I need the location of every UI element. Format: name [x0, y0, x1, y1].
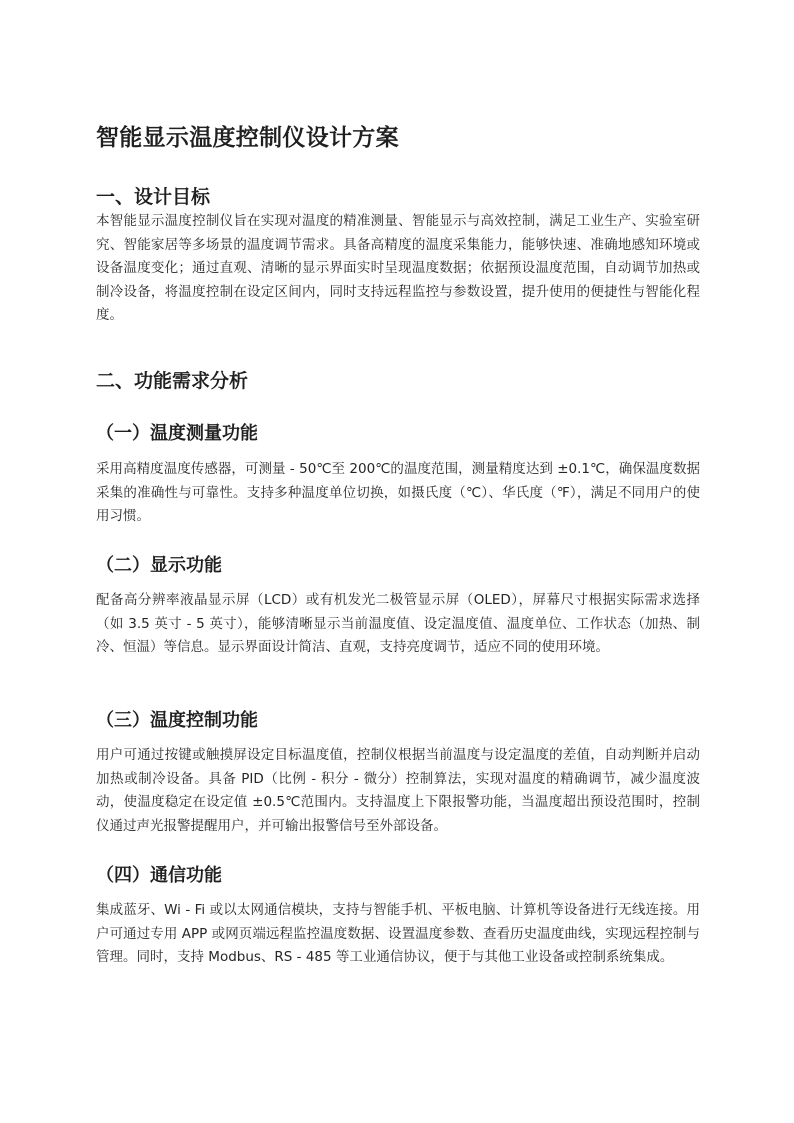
- document-title: 智能显示温度控制仪设计方案: [96, 125, 399, 151]
- section-heading-design-goals: 一、设计目标: [96, 186, 211, 208]
- subsection-heading-communication: （四）通信功能: [96, 865, 222, 886]
- subsection-paragraph-temperature-control: 用户可通过按键或触摸屏设定目标温度值，控制仪根据当前温度与设定温度的差值，自动判断并启动加热或制冷设备。具备 PID（比例 - 积分 - 微分）控制算法，实现对温度的精确调节，减少温度波动，使温度稳定在设定值 ±0.5℃范围内。支持温度上下限报警功能，当温度超出预设范围时，控制仪通过声光报警提醒用户，并可输出报警信号至外部设备。: [96, 747, 700, 834]
- subsection-heading-temperature-measurement: （一）温度测量功能: [96, 423, 258, 444]
- subsection-paragraph-communication: 集成蓝牙、Wi - Fi 或以太网通信模块，支持与智能手机、平板电脑、计算机等设备进行无线连接。用户可通过专用 APP 或网页端远程监控温度数据、设置温度参数、查看历史温度曲线，实现远程控制与管理。同时，支持 Modbus、RS - 485 等工业通信协议，便于与其他工业设备或控制系统集成。: [96, 902, 700, 965]
- subsection-heading-temperature-control: （三）温度控制功能: [96, 710, 258, 731]
- section-paragraph-design-goals: 本智能显示温度控制仪旨在实现对温度的精准测量、智能显示与高效控制，满足工业生产、实验室研究、智能家居等多场景的温度调节需求。具备高精度的温度采集能力，能够快速、准确地感知环境或设备温度变化；通过直观、清晰的显示界面实时呈现温度数据；依据预设温度范围，自动调节加热或制冷设备，将温度控制在设定区间内，同时支持远程监控与参数设置，提升使用的便捷性与智能化程度。: [96, 213, 700, 323]
- subsection-paragraph-display: 配备高分辨率液晶显示屏（LCD）或有机发光二极管显示屏（OLED），屏幕尺寸根据实际需求选择（如 3.5 英寸 - 5 英寸），能够清晰显示当前温度值、设定温度值、温度单位、工作状态（加热、制冷、恒温）等信息。显示界面设计简洁、直观，支持亮度调节，适应不同的使用环境。: [96, 592, 700, 655]
- subsection-heading-display: （二）显示功能: [96, 555, 222, 576]
- section-heading-requirements: 二、功能需求分析: [96, 370, 249, 392]
- subsection-paragraph-temperature-measurement: 采用高精度温度传感器，可测量 - 50℃至 200℃的温度范围，测量精度达到 ±0.1℃，确保温度数据采集的准确性与可靠性。支持多种温度单位切换，如摄氏度（℃）、华氏度（℉），满足不同用户的使用习惯。: [96, 461, 700, 524]
